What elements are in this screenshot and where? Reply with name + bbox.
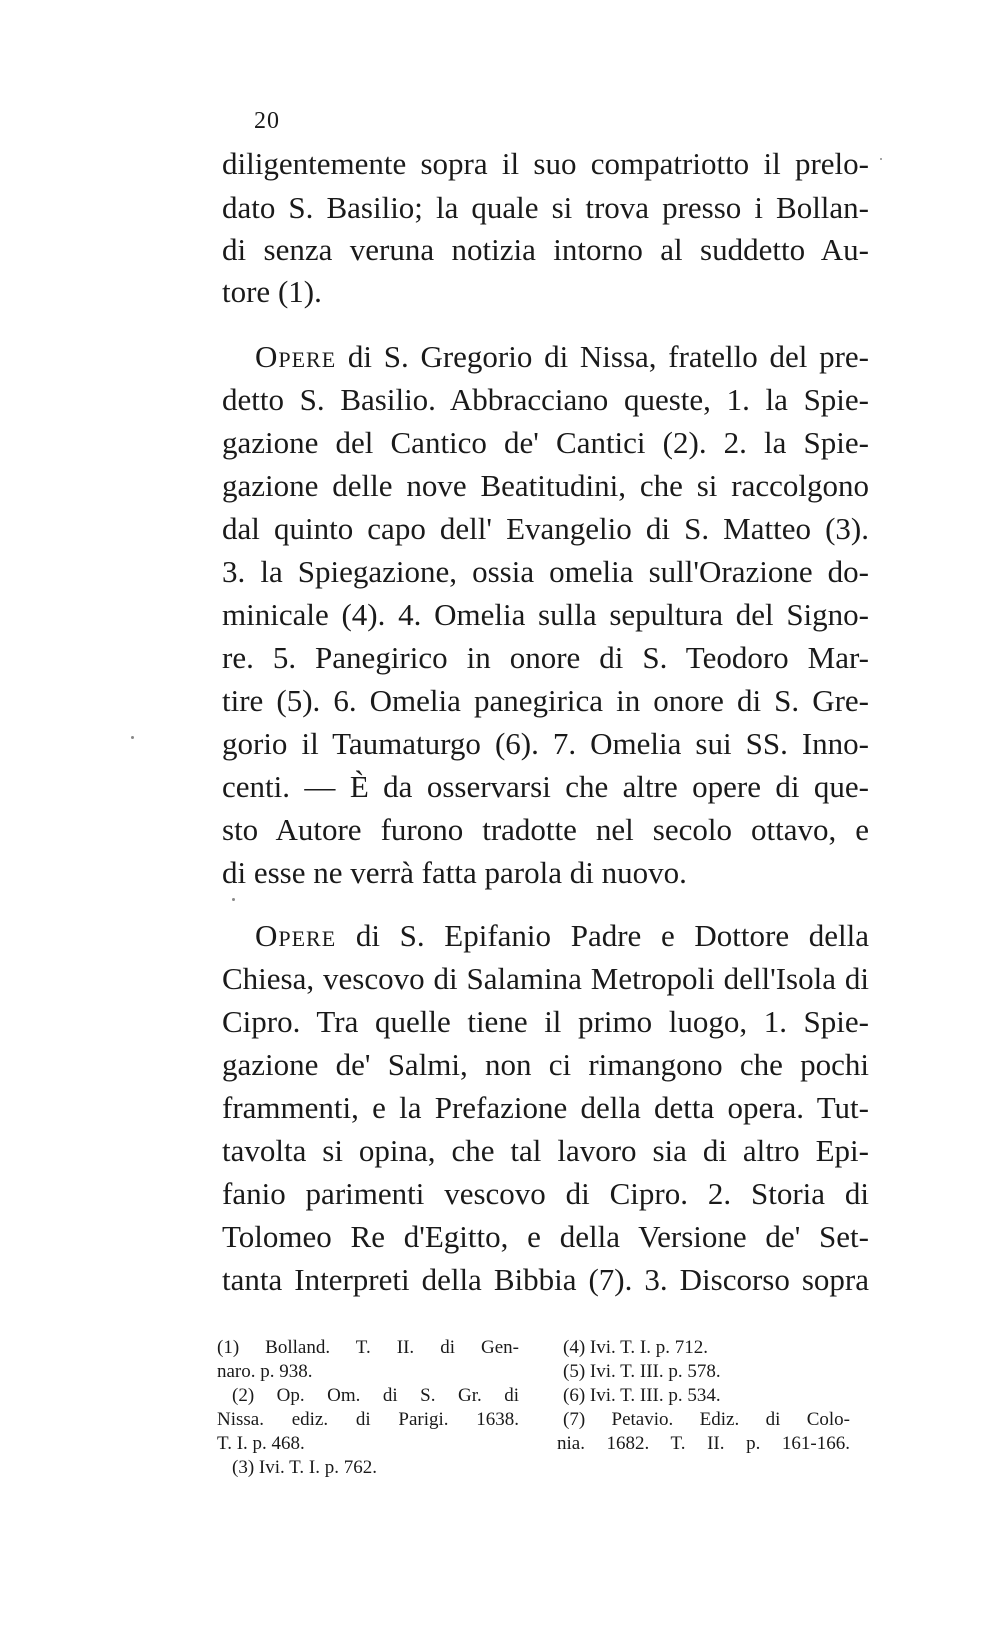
text-line: re. 5. Panegirico in onore di S. Teodoro Mar-: [222, 640, 869, 675]
text-line: fanio parimenti vescovo di Cipro. 2. Storia di: [222, 1176, 869, 1211]
text-line: di S. Epifanio Padre e Dottore della: [336, 918, 869, 953]
text-line: centi. — È da osservarsi che altre opere di que-: [222, 769, 869, 804]
text-line: gazione de' Salmi, non ci rimangono che pochi: [222, 1047, 869, 1082]
footnote-1-cont: naro. p. 938.: [217, 1361, 313, 1382]
scan-speck: [232, 898, 235, 901]
text-line: Tolomeo Re d'Egitto, e della Versione de' Set-: [222, 1219, 869, 1254]
text-line: sto Autore furono tradotte nel secolo ottavo, e: [222, 812, 869, 847]
text-line: Chiesa, vescovo di Salamina Metropoli dell'Isola di: [222, 961, 869, 996]
paragraph-first-line: [255, 337, 869, 377]
footnote-2: (2) Op. Om. di S. Gr. di: [232, 1385, 519, 1406]
paragraph-first-line: [255, 916, 869, 956]
footnote-7-cont: nia. 1682. T. II. p. 161-166.: [557, 1433, 850, 1454]
text-line: dato S. Basilio; la quale si trova presso i Bollan-: [222, 190, 869, 225]
text-line: dal quinto capo dell' Evangelio di S. Matteo (3).: [222, 511, 869, 546]
text-line: diligentemente sopra il suo compatriotto il prelo-: [222, 146, 869, 181]
footnote-1: (1) Bolland. T. II. di Gen-: [217, 1337, 519, 1358]
footnote-6: (6) Ivi. T. III. p. 534.: [563, 1385, 721, 1406]
paragraph-lead: Opere: [255, 918, 337, 953]
text-line: tore (1).: [222, 274, 322, 309]
text-line: di S. Gregorio di Nissa, fratello del pre-: [336, 339, 869, 374]
text-line: gazione delle nove Beatitudini, che si raccolgono: [222, 468, 869, 503]
scan-speck: [131, 736, 134, 739]
footnote-5: (5) Ivi. T. III. p. 578.: [563, 1361, 721, 1382]
text-line: tire (5). 6. Omelia panegirica in onore di S. Gre-: [222, 683, 869, 718]
text-line: gazione del Cantico de' Cantici (2). 2. la Spie-: [222, 425, 869, 460]
footnote-3: (3) Ivi. T. I. p. 762.: [232, 1457, 377, 1478]
text-line: 3. la Spiegazione, ossia omelia sull'Orazione do-: [222, 554, 869, 589]
footnote-2-cont: Nissa. ediz. di Parigi. 1638.: [217, 1409, 519, 1430]
text-line: di esse ne verrà fatta parola di nuovo.: [222, 855, 687, 890]
footnote-4: (4) Ivi. T. I. p. 712.: [563, 1337, 708, 1358]
paragraph-lead: Opere: [255, 339, 337, 374]
text-line: gorio il Taumaturgo (6). 7. Omelia sui SS. Inno-: [222, 726, 869, 761]
page-number: 20: [254, 108, 280, 134]
text-line: tavolta si opina, che tal lavoro sia di altro Epi-: [222, 1133, 869, 1168]
text-line: minicale (4). 4. Omelia sulla sepultura del Signo-: [222, 597, 869, 632]
footnote-2-cont: T. I. p. 468.: [217, 1433, 305, 1454]
text-line: frammenti, e la Prefazione della detta opera. Tut-: [222, 1090, 869, 1125]
footnote-7: (7) Petavio. Ediz. di Colo-: [563, 1409, 850, 1430]
text-line: Cipro. Tra quelle tiene il primo luogo, 1. Spie-: [222, 1004, 869, 1039]
text-line: detto S. Basilio. Abbracciano queste, 1. la Spie-: [222, 382, 869, 417]
text-line: tanta Interpreti della Bibbia (7). 3. Discorso sopra: [222, 1262, 869, 1297]
scan-speck: [880, 158, 882, 160]
text-line: di senza veruna notizia intorno al suddetto Au-: [222, 232, 869, 267]
